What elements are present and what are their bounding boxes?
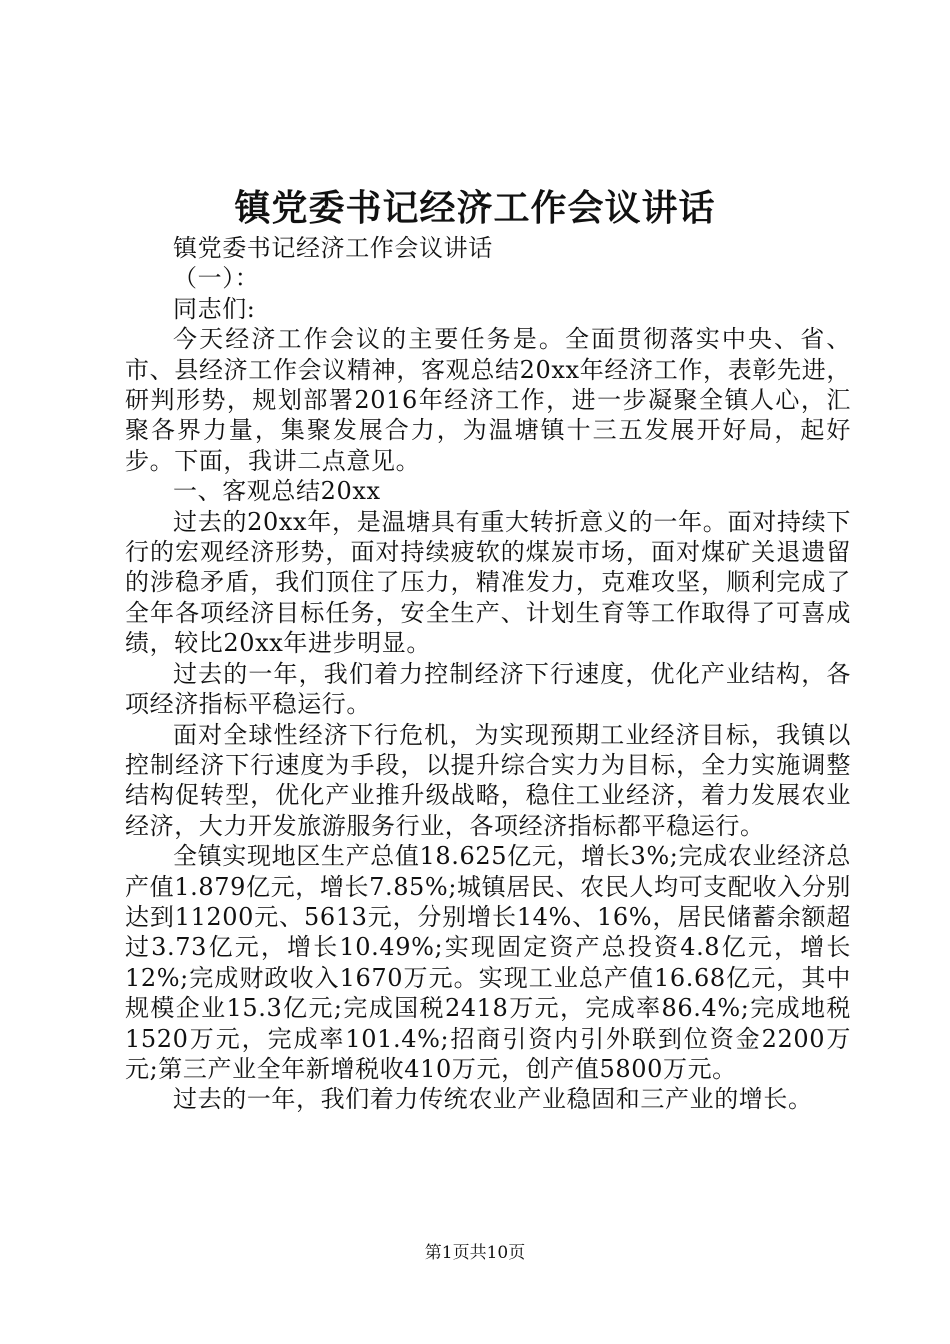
body-paragraph: 过去的20xx年，是温塘具有重大转折意义的一年。面对持续下行的宏观经济形势，面对持续疲软的煤炭市场，面对煤矿关退遗留的涉稳矛盾，我们顶住了压力，精准发力，克难攻坚，顺利完成了全年各项经济目标任务，安全生产、计划生育等工作取得了可喜成绩，较比20xx年进步明显。 <box>125 507 851 658</box>
salutation-paragraph: 同志们: <box>173 294 256 323</box>
body-paragraph: 今天经济工作会议的主要任务是。全面贯彻落实中央、省、市、县经济工作会议精神，客观总结20xx年经济工作，表彰先进，研判形势，规划部署2016年经济工作，进一步凝聚全镇人心，汇聚各界力量，集聚发展合力，为温塘镇十三五发展开好局，起好步。下面，我讲二点意见。 <box>125 325 851 475</box>
subtitle-paragraph: 镇党委书记经济工作会议讲话 <box>173 234 493 262</box>
page-footer <box>0 1241 950 1265</box>
body-paragraph: 过去的一年，我们着力控制经济下行速度，优化产业结构，各项经济指标平稳运行。 <box>125 659 851 719</box>
section-marker-paragraph: （一）： <box>173 264 260 293</box>
document-body <box>125 233 851 1115</box>
page-total: 共10页 <box>469 1243 526 1263</box>
body-paragraph: 面对全球性经济下行危机，为实现预期工业经济目标，我镇以控制经济下行速度为手段，以提升综合实力为目标，全力实施调整结构促转型，优化产业推升级战略，稳住工业经济，着力发展农业经济，大力开发旅游服务行业，各项经济指标都平稳运行。 <box>125 720 851 840</box>
body-paragraph: 全镇实现地区生产总值18.625亿元，增长3%;完成农业经济总产值1.879亿元，增长7.85%;城镇居民、农民人均可支配收入分别达到11200元、5613元，分别增长14%、16%，居民储蓄余额超过3.73亿元，增长10.49%;实现固定资产总投资4.8亿元，增长12%;完成财政收入1670万元。实现工业总产值16.68亿元，其中规模企业15.3亿元;完成国税2418万元，完成率86.4%;完成地税1520万元，完成率101.4%;招商引资内引外联到位资金2200万元;第三产业全年新增税收410万元，创产值5800万元。 <box>125 842 851 1083</box>
section-heading: 一、客观总结20xx <box>173 477 381 506</box>
body-paragraph: 过去的一年，我们着力传统农业产业稳固和三产业的增长。 <box>173 1085 813 1114</box>
document-title: 镇党委书记经济工作会议讲话 <box>234 187 716 229</box>
page-number: 第1页 <box>424 1243 470 1263</box>
